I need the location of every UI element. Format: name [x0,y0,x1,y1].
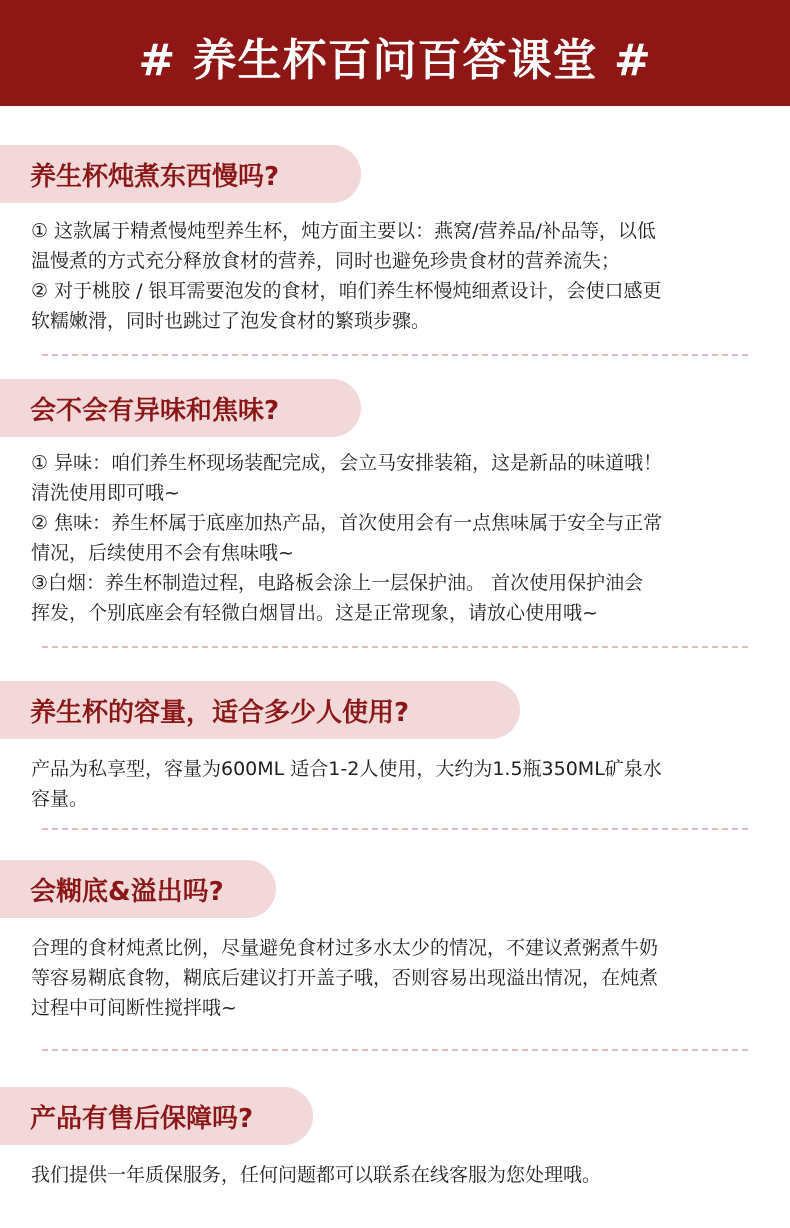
page-title: # 养生杯百问百答课堂 # [0,0,790,106]
question-pill [0,379,361,437]
section-divider [42,354,748,356]
answer-line: ② 焦味：养生杯属于底座加热产品，首次使用会有一点焦味属于安全与正常 [31,512,663,534]
answer-block [31,754,766,814]
question-pill [0,860,276,918]
answer-line: 我们提供一年质保服务，任何问题都可以联系在线客服为您处理哦。 [31,1164,602,1186]
answer-block [31,448,766,628]
question-pill [0,145,361,203]
answer-line: 清洗使用即可哦~ [31,482,180,504]
answer-line: 容量。 [31,788,89,810]
answer-line: 挥发，个别底座会有轻微白烟冒出。这是正常现象，请放心使用哦~ [31,602,598,624]
question-text: 会糊底&溢出吗? [30,876,224,907]
question-text: 产品有售后保障吗? [30,1103,254,1134]
answer-block [31,933,766,1023]
question-text: 养生杯炖煮东西慢吗? [30,161,280,192]
answer-block [31,1160,766,1190]
question-text: 会不会有异味和焦味? [30,395,280,426]
answer-line: ② 对于桃胶 / 银耳需要泡发的食材，咱们养生杯慢炖细煮设计，会使口感更 [31,280,662,302]
question-text: 养生杯的容量，适合多少人使用? [30,697,410,728]
answer-line: 产品为私享型，容量为600ML 适合1-2人使用，大约为1.5瓶350ML矿泉水 [31,758,662,780]
answer-line: 软糯嫩滑，同时也跳过了泡发食材的繁琐步骤。 [31,310,431,332]
answer-line: ③白烟：养生杯制造过程，电路板会涂上一层保护油。 首次使用保护油会 [31,572,644,594]
answer-line: ① 这款属于精煮慢炖型养生杯，炖方面主要以：燕窝/营养品/补品等，以低 [31,220,656,242]
section-divider [42,1049,748,1051]
answer-line: 合理的食材炖煮比例，尽量避免食材过多水太少的情况，不建议煮粥煮牛奶 [31,937,659,959]
answer-line: 过程中可间断性搅拌哦~ [31,997,237,1019]
answer-line: 情况，后续使用不会有焦味哦~ [31,542,294,564]
answer-line: 等容易糊底食物，糊底后建议打开盖子哦，否则容易出现溢出情况，在炖煮 [31,967,659,989]
question-pill [0,1087,313,1145]
section-divider [42,828,748,830]
answer-line: ① 异味：咱们养生杯现场装配完成，会立马安排装箱，这是新品的味道哦！ [31,452,663,474]
question-pill [0,681,520,739]
section-divider [42,646,748,648]
answer-block [31,216,766,336]
answer-line: 温慢煮的方式充分释放食材的营养，同时也避免珍贵食材的营养流失； [31,250,621,272]
